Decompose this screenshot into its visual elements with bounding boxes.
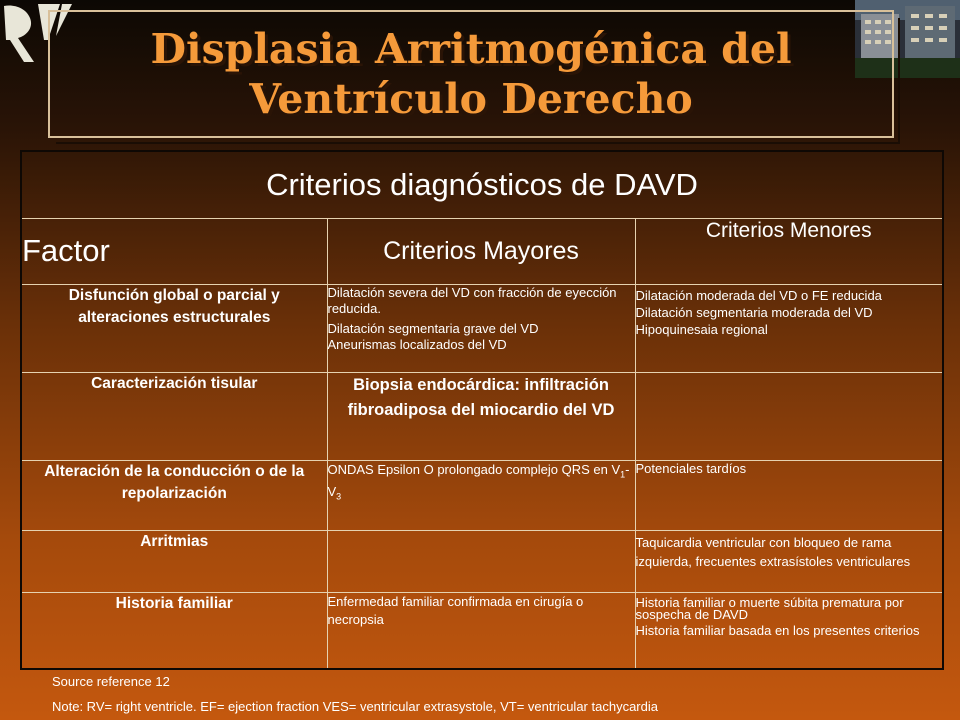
menores-cell: Taquicardia ventricular con bloqueo de rama izquierda, frecuentes extrasístoles ventriculares [635,530,943,592]
factor-cell: Disfunción global o parcial y alteraciones estructurales [21,284,327,372]
table-row [21,284,943,372]
cell-text: ONDAS Epsilon O prolongado complejo QRS en V [327,461,621,477]
cell-line: Dilatación segmentaria moderada del VD [635,304,873,320]
source-reference: Source reference 12 [52,674,170,689]
cell-line: Dilatación severa del VD con fracción de eyección reducida. [327,284,617,316]
table-row [21,530,943,592]
mayores-cell [327,530,635,592]
cell-text: -V [327,461,630,500]
mayores-cell [327,284,635,372]
title-line-1: Displasia Arritmogénica del [150,25,792,73]
title-line-2: Ventrículo Derecho [249,75,693,123]
subscript: 3 [336,491,342,502]
subscript: 1 [620,469,626,480]
cell-line: Dilatación segmentaria grave del VD [327,320,539,336]
title-box [48,10,894,138]
footnote: Note: RV= right ventricle. EF= ejection fraction VES= ventricular extrasystole, VT= ventricular tachycardia [52,699,658,714]
cell-line: Aneurismas localizados del VD [327,336,507,352]
cell-line: Historia familiar basada en los presentes criterios [635,622,920,638]
column-header-mayores: Criterios Mayores [327,218,635,284]
factor-cell: Historia familiar [21,592,327,669]
column-header-menores: Criterios Menores [635,218,943,284]
criteria-table [20,150,944,670]
table-heading: Criterios diagnósticos de DAVD [21,151,943,218]
mayores-cell [327,460,635,530]
mayores-cell: Enfermedad familiar confirmada en cirugía o necropsia [327,592,635,669]
factor-cell: Alteración de la conducción o de la repolarización [21,460,327,530]
factor-cell: Arritmias [21,530,327,592]
menores-cell [635,284,943,372]
cell-line: Dilatación moderada del VD o FE reducida [635,287,882,303]
page-title [150,24,791,124]
table-row [21,460,943,530]
menores-cell [635,592,943,669]
menores-cell [635,372,943,460]
cell-line: Historia familiar o muerte súbita prematura por sospecha de DAVD [635,594,904,622]
factor-cell: Caracterización tisular [21,372,327,460]
menores-cell: Potenciales tardíos [635,460,943,530]
mayores-cell: Biopsia endocárdica: infiltración fibroadiposa del miocardio del VD [327,372,635,460]
cell-line: Hipoquinesaia regional [635,321,768,337]
table-row [21,372,943,460]
table-row [21,592,943,669]
column-header-factor: Factor [21,218,327,284]
